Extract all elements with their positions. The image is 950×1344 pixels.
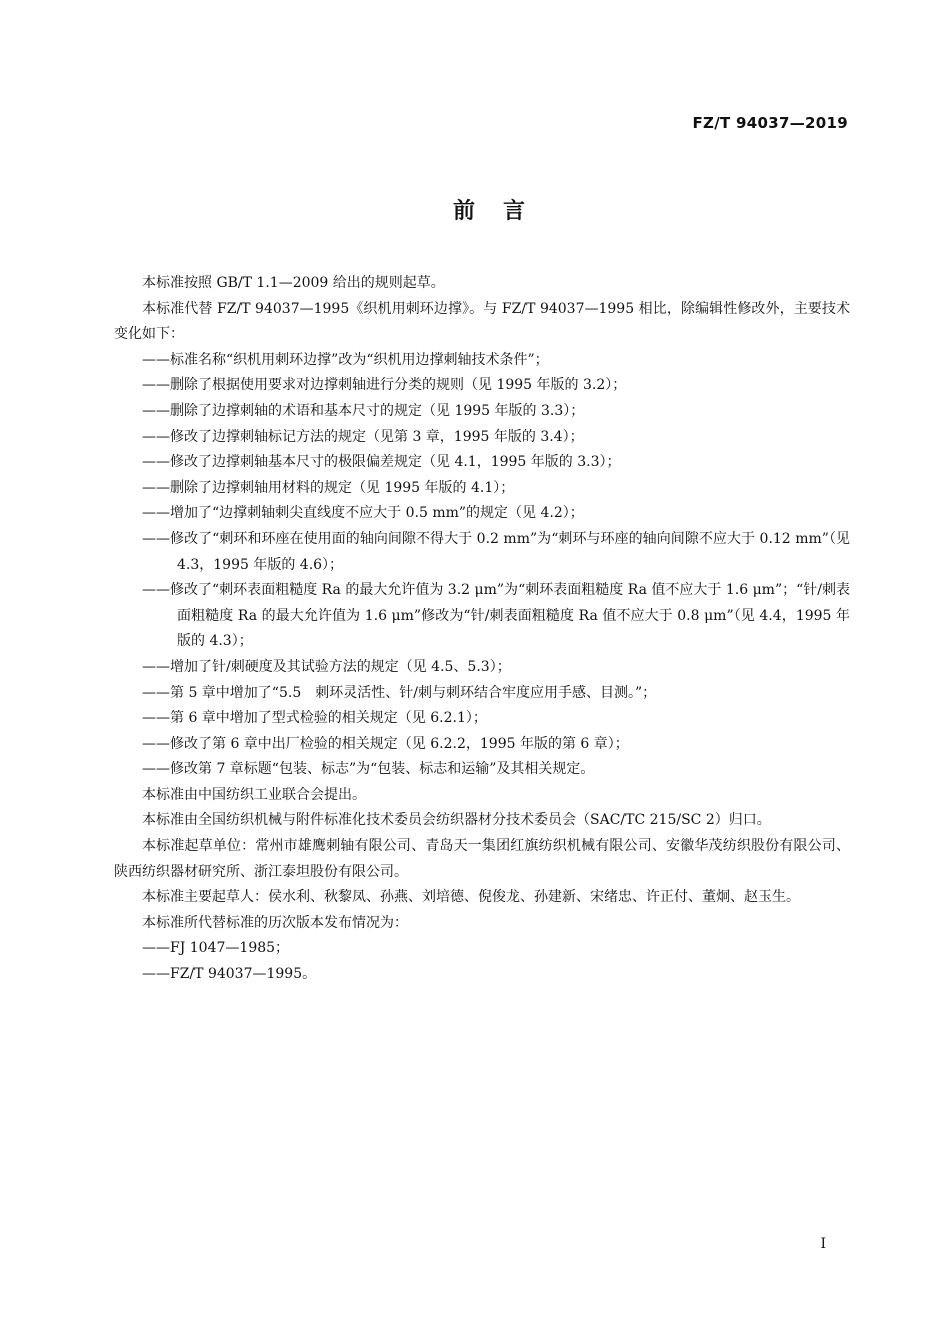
list-item: ——修改第 7 章标题“包装、标志”为“包装、标志和运输”及其相关规定。: [142, 761, 595, 778]
list-item: ——增加了针/刺硬度及其试验方法的规定（见 4.5、5.3）；: [142, 658, 511, 675]
paragraph: 本标准由中国纺织工业联合会提出。: [142, 786, 366, 803]
paragraph: 本标准代替 FZ/T 94037—1995《织机用刺环边撑》。与 FZ/T 94037—1995 相比，除编辑性修改外，主要技术变化如下：: [114, 300, 850, 343]
list-item: ——删除了根据使用要求对边撑刺轴进行分类的规则（见 1995 年版的 3.2）；: [142, 377, 627, 394]
page-number: I: [820, 1236, 826, 1252]
list-item: ——第 5 章中增加了“5.5 刺环灵活性、针/刺与刺环结合牢度应用手感、目测。”；: [142, 684, 657, 701]
list-item: ——标准名称“织机用刺环边撑”改为“织机用边撑刺轴技术条件”；: [142, 351, 549, 368]
list-item: ——修改了边撑刺轴基本尺寸的极限偏差规定（见 4.1，1995 年版的 3.3）；: [142, 454, 621, 471]
paragraph: 本标准由全国纺织机械与附件标准化技术委员会纺织器材分技术委员会（SAC/TC 215/SC 2）归口。: [142, 812, 771, 829]
page-title: 前言: [452, 199, 553, 224]
list-item: ——删除了边撑刺轴的术语和基本尺寸的规定（见 1995 年版的 3.3）；: [142, 402, 585, 419]
list-item: ——FJ 1047—1985；: [142, 940, 290, 957]
list-item: ——修改了边撑刺轴标记方法的规定（见第 3 章，1995 年版的 3.4）；: [142, 428, 584, 445]
list-item: ——修改了“刺环和环座在使用面的轴向间隙不得大于 0.2 mm”为“刺环与环座的轴向间隙不应大于 0.12 mm”（见 4.3，1995 年版的 4.6）；: [142, 530, 850, 573]
list-item: ——修改了第 6 章中出厂检验的相关规定（见 6.2.2，1995 年版的第 6 章）；: [142, 735, 629, 752]
list-item: ——增加了“边撑刺轴刺尖直线度不应大于 0.5 mm”的规定（见 4.2）；: [142, 505, 584, 522]
list-item: ——第 6 章中增加了型式检验的相关规定（见 6.2.1）；: [142, 710, 487, 727]
paragraph: 本标准所代替标准的历次版本发布情况为：: [142, 914, 408, 931]
standard-code: FZ/T 94037—2019: [692, 114, 848, 132]
paragraph: 本标准主要起草人：侯水利、秋黎凤、孙燕、刘培德、倪俊龙、孙建新、宋绪忠、许正付、董炯、赵玉生。: [142, 889, 800, 906]
list-item: ——删除了边撑刺轴用材料的规定（见 1995 年版的 4.1）；: [142, 479, 515, 496]
paragraph: 本标准起草单位：常州市雄鹰刺轴有限公司、青岛天一集团红旗纺织机械有限公司、安徽华茂纺织股份有限公司、陕西纺织器材研究所、浙江泰坦股份有限公司。: [114, 838, 850, 880]
list-item: ——FZ/T 94037—1995。: [142, 966, 317, 983]
list-item: ——修改了“刺环表面粗糙度 Ra 的最大允许值为 3.2 μm”为“刺环表面粗糙度 Ra 值不应大于 1.6 μm”；“针/刺表面粗糙度 Ra 的最大允许值为 1.6 μm”修改为“针/刺表面粗糙度 Ra 值不应大于 0.8 μm”（见 4.4，1995 年版的 4.3）；: [142, 582, 850, 650]
document-body: [114, 271, 850, 988]
paragraph: 本标准按照 GB/T 1.1—2009 给出的规则起草。: [142, 275, 445, 291]
